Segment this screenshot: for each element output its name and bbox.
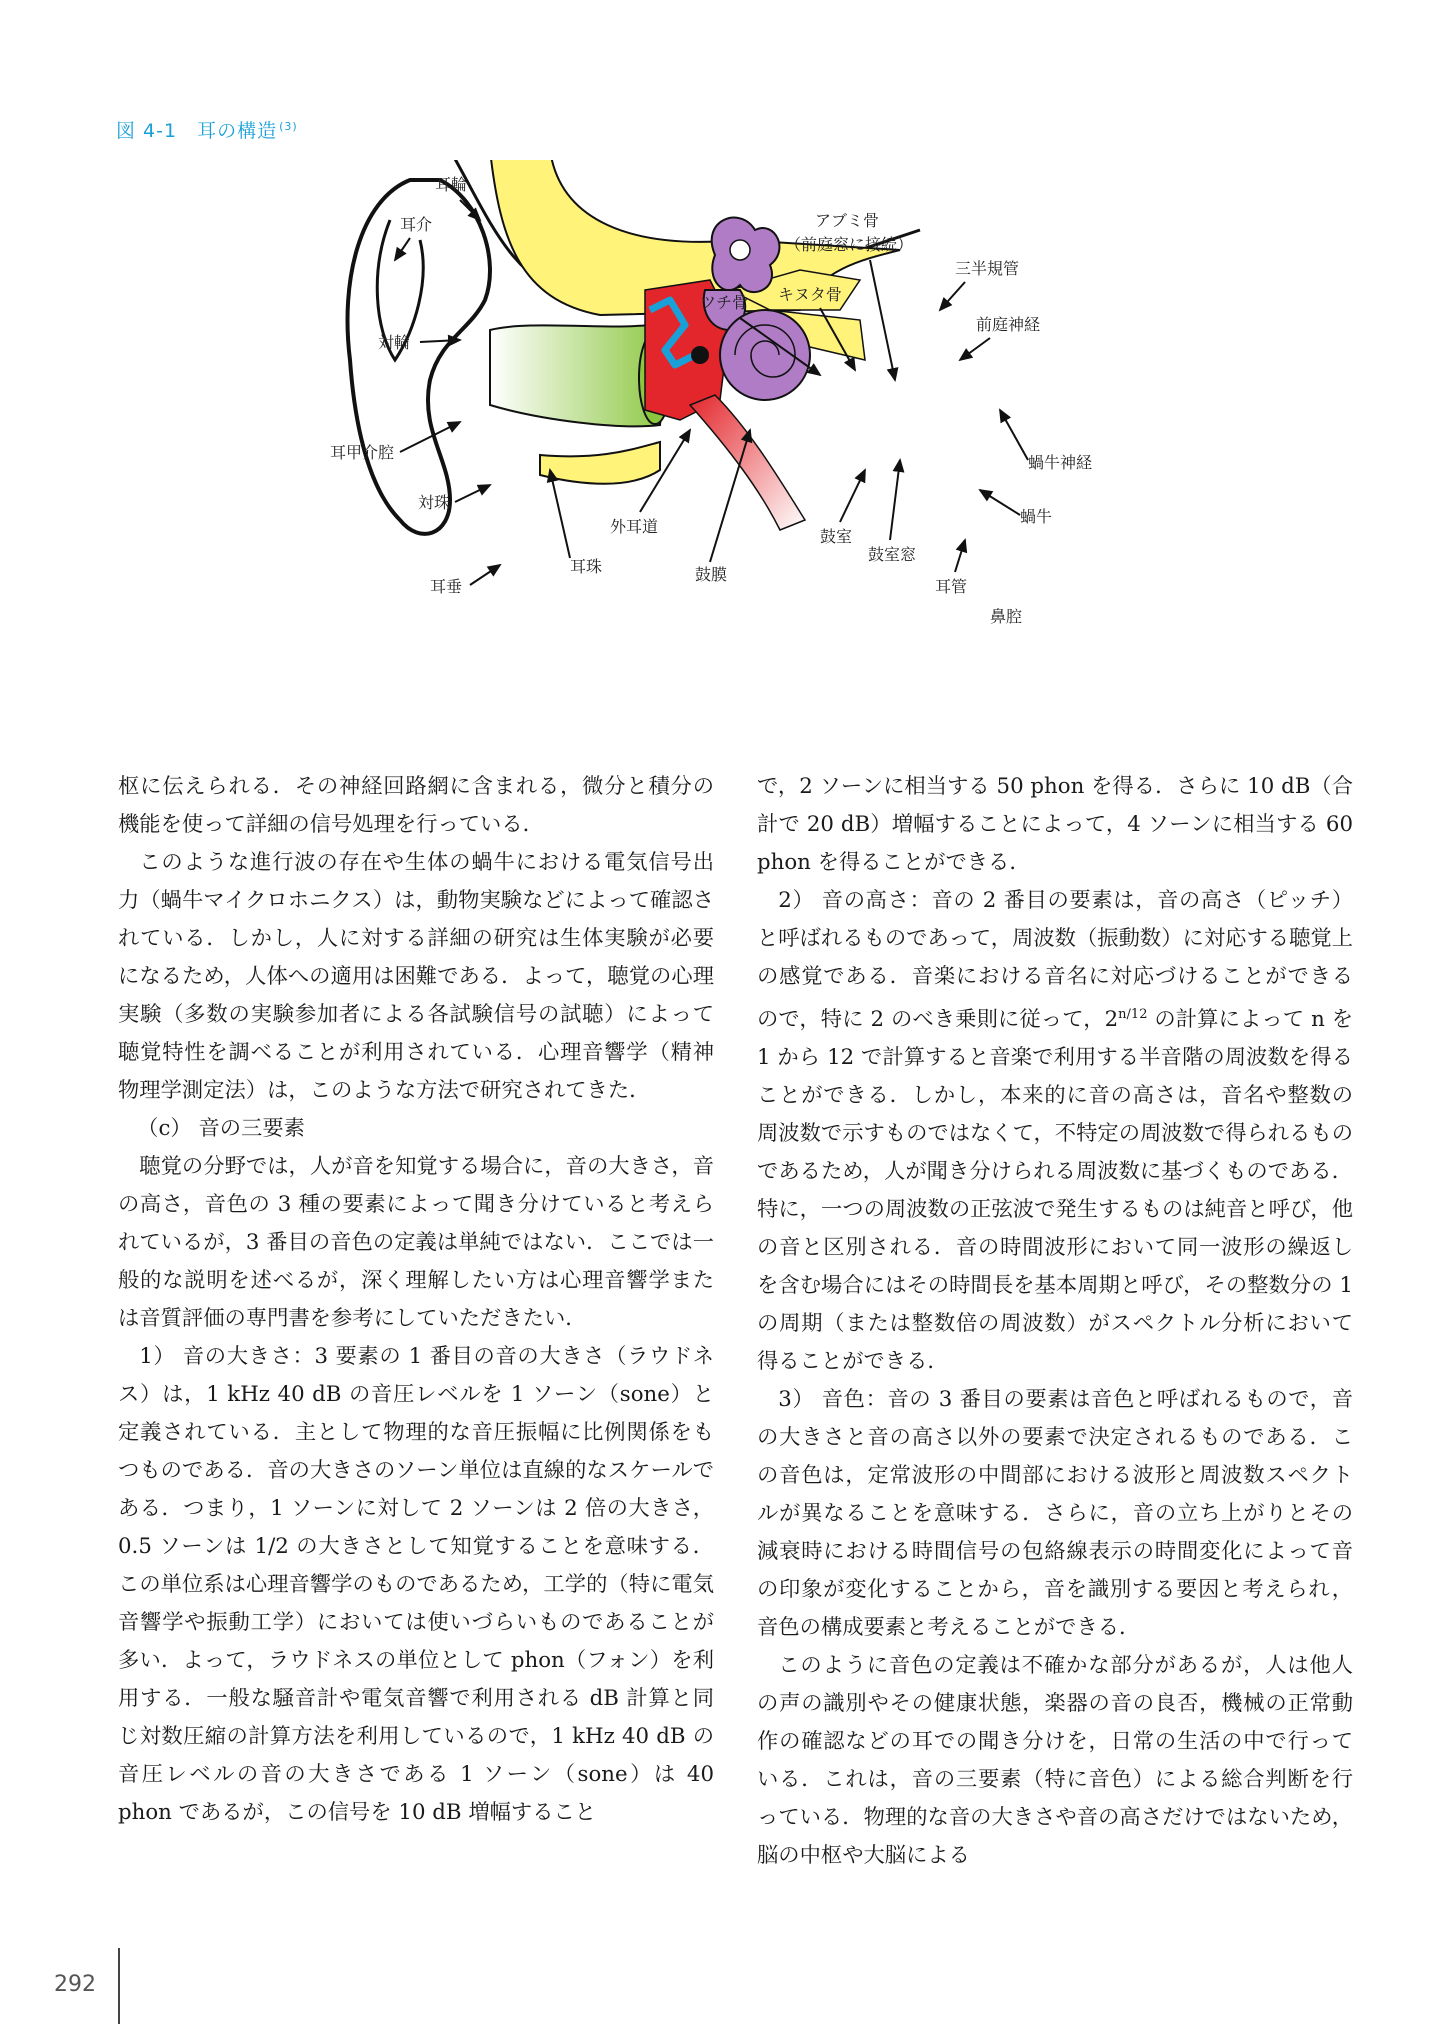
page-rule [118, 1948, 120, 2024]
eustachian-tube [690, 395, 805, 530]
label-semicircular-canals: 三半規管 [955, 259, 1020, 278]
right-paragraph-2b: の計算によって n を 1 から 12 で計算すると音楽で利用する半音階の周波数を得ることができる．しかし，本来的に音の高さは，音名や整数の周波数で示すものではなくて，不特定の周波数で得られるものであるため，人が聞き分けられる周波数に基づくものである．特に，一つの周波数の正弦波で発生するものは純音と呼び，他の音と区別される．音の時間波形において同一波形の繰返しを含む場合にはその時間長を基本周期と呼び，その整数分の 1 の周期（または整数倍の周波数）がスペクトル分析において得ることができる． [757, 1007, 1353, 1375]
left-column [118, 768, 714, 1832]
right-paragraph-4: このように音色の定義は不確かな部分があるが，人は他人の声の識別やその健康状態，楽器の音の良否，機械の正常動作の確認などの耳での聞き分けを，日常の生活の中で行っている．これは，音の三要素（特に音色）による総合判断を行っている．物理的な音の大きさや音の高さだけではないため，脳の中枢や大脳による [757, 1653, 1353, 1869]
page-number: 292 [54, 1972, 96, 1997]
right-paragraph-2 [757, 882, 1353, 1381]
left-paragraph-2: このような進行波の存在や生体の蝸牛における電気信号出力（蝸牛マイクロホニクス）は，動物実験などによって確認されている．しかし，人に対する詳細の研究は生体実験が必要になるため，人体への適用は困難である．よって，聴覚の心理実験（多数の実験参加者による各試験信号の試聴）によって聴覚特性を調べることが利用されている．心理音響学（精神物理学測定法）は，このような方法で研究されてきた． [118, 850, 714, 1103]
label-incus: キヌタ骨 [778, 285, 842, 304]
exponent: n/12 [1118, 1007, 1148, 1022]
figure-ref: (3) [279, 119, 298, 133]
label-stapes-note: （前庭窓に接続） [785, 235, 914, 254]
label-helix: 耳輪 [435, 175, 468, 194]
label-stapes: アブミ骨 [815, 211, 880, 230]
label-eustachian-tube: 耳管 [935, 577, 968, 596]
label-malleus: ツチ骨 [700, 293, 749, 312]
temporal-bone-lower [540, 442, 660, 484]
figure-caption [116, 116, 298, 143]
figure-title: 耳の構造 [197, 120, 278, 142]
label-ear-canal: 外耳道 [610, 517, 659, 536]
label-vestibular-nerve: 前庭神経 [976, 315, 1041, 334]
ear-structure-diagram [300, 160, 1100, 660]
cochlea [720, 310, 810, 400]
right-paragraph-1: で，2 ソーンに相当する 50 phon を得る．さらに 10 dB（合計で 20 dB）増幅することによって，4 ソーンに相当する 60 phon を得ることができる． [757, 774, 1353, 875]
left-paragraph-3: 聴覚の分野では，人が音を知覚する場合に，音の大きさ，音の高さ，音色の 3 種の要素によって聞き分けていると考えられているが，3 番目の音色の定義は単純ではない．ここでは一般的な説明を述べるが，深く理解したい方は心理音響学または音質評価の専門書を参考にしていただきたい． [118, 1154, 714, 1331]
label-tragus: 耳珠 [570, 557, 603, 576]
right-paragraph-3: 3） 音色：音の 3 番目の要素は音色と呼ばれるもので，音の大きさと音の高さ以外の要素で決定されるものである．この音色は，定常波形の中間部における波形と周波数スペクトルが異なることを意味する．さらに，音の立ち上がりとその減衰時における時間信号の包絡線表示の時間変化によって音の印象が変化することから，音を識別する要因と考えられ，音色の構成要素と考えることができる． [757, 1387, 1353, 1641]
label-auricle: 耳介 [400, 215, 433, 234]
label-eardrum: 鼓膜 [695, 565, 728, 584]
label-cochlea: 蝸牛 [1020, 507, 1053, 526]
label-round-window: 鼓室窓 [868, 545, 917, 564]
label-antitragus: 対珠 [418, 493, 451, 512]
label-concha: 耳甲介腔 [330, 443, 395, 462]
right-paragraph-2a: 2） 音の高さ：音の 2 番目の要素は，音の高さ（ピッチ）と呼ばれるものであって，周波数（振動数）に対応する聴覚上の感覚である．音楽における音名に対応づけることができるので，特に 2 のべき乗則に従って，2 [757, 888, 1353, 1033]
label-cochlear-nerve: 蝸牛神経 [1028, 453, 1093, 472]
left-paragraph-4: 1） 音の大きさ：3 要素の 1 番目の音の大きさ（ラウドネス）は，1 kHz 40 dB の音圧レベルを 1 ソーン（sone）と定義されている．主として物理的な音圧振幅に比例関係をもつものである．音の大きさのソーン単位は直線的なスケールである．つまり，1 ソーンに対して 2 ソーンは 2 倍の大きさ，0.5 ソーンは 1/2 の大きさとして知覚することを意味する．この単位系は心理音響学のものであるため，工学的（特に電気音響学や振動工学）においては使いづらいものであることが多い．よって，ラウドネスの単位として phon（フォン）を利用する．一般な騒音計や電気音響で利用される dB 計算と同じ対数圧縮の計算方法を利用しているので，1 kHz 40 dB の音圧レベルの音の大きさである 1 ソーン（sone）は 40 phon であるが，この信号を 10 dB 増幅すること [118, 1344, 714, 1825]
figure-number: 図 4-1 [116, 120, 178, 142]
label-nasal-cavity: 鼻腔 [990, 607, 1023, 626]
label-earlobe: 耳垂 [430, 577, 463, 596]
label-tympanic-cavity: 鼓室 [820, 527, 853, 546]
left-paragraph-1: 枢に伝えられる．その神経回路網に含まれる，微分と積分の機能を使って詳細の信号処理を行っている． [118, 774, 714, 837]
section-heading: （c） 音の三要素 [137, 1116, 305, 1141]
right-column [757, 768, 1353, 1875]
label-antihelix: 対輪 [378, 333, 411, 352]
